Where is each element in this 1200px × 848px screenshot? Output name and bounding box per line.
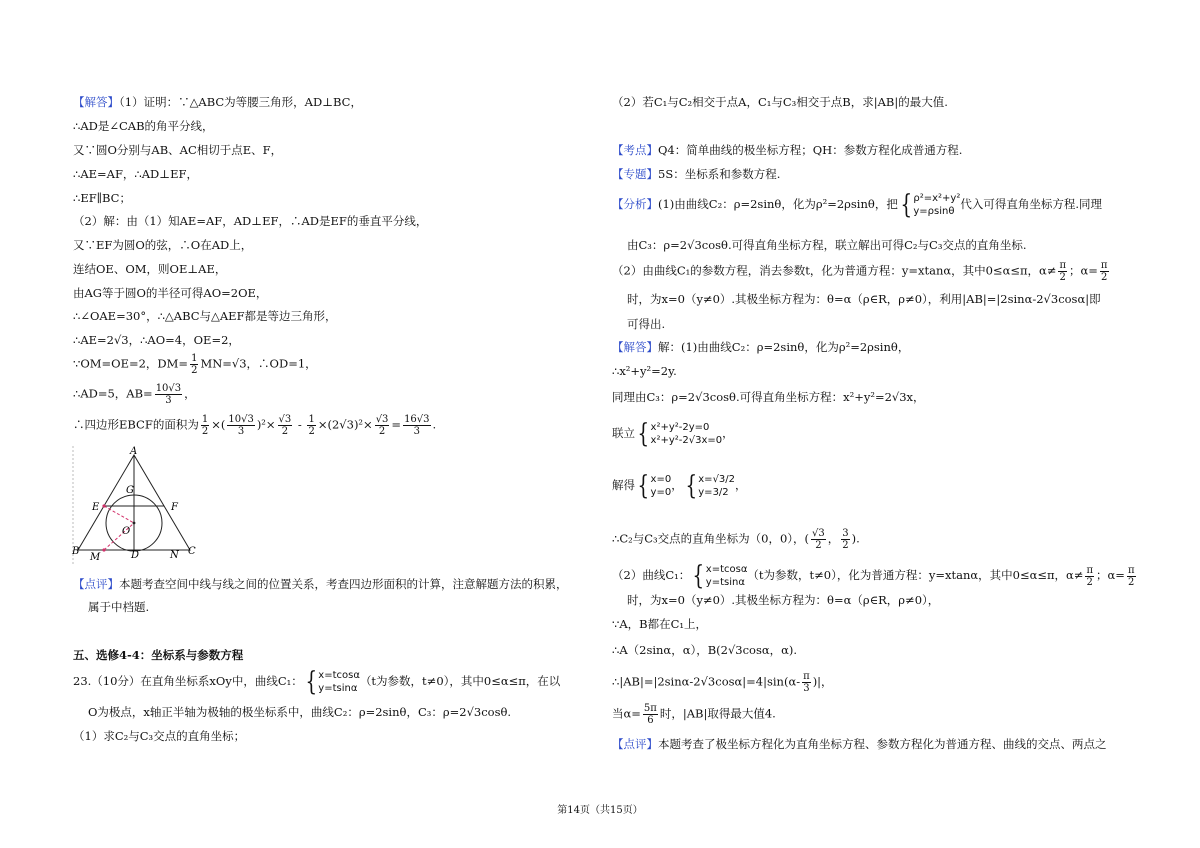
question-23: 23.（10分）在直角坐标系xOy中，曲线C₁： { x=tcosα y=tsinα （t为参数，t≠0），其中0≤α≤π，在以 [73, 667, 561, 697]
zhuanti: 【专题】5S：坐标系和参数方程. [612, 167, 781, 181]
label-n: N [170, 550, 179, 561]
left-line-5: ∴EF∥BC； [73, 191, 131, 205]
left-line-4: ∴AE=AF，∴AD⊥EF， [73, 167, 198, 181]
left-line-2: ∴AD是∠CAB的角平分线， [73, 119, 214, 133]
jieda-4: 联立 { x²+y²-2y=0 x²+y²-2√3x=0 ， [612, 419, 734, 449]
jieda-7: （2）曲线C₁： { x=tcosα y=tsinα （t为参数，t≠0），化为普通方程：y=xtanα，其中0≤α≤π，α≠ $\frac{\pi}{2}$ ；α= $\frac{\pi}{2}$ [612, 561, 1135, 591]
left-line-8: 连结OE、OM，则OE⊥AE， [73, 262, 227, 276]
left-line-12: ∵OM=OE=2，DM= $\frac{1}{2}$ MN=√3，∴OD=1， [73, 353, 317, 376]
left-review-2: 属于中档题. [88, 600, 150, 614]
fenxi-2: 由C₃：ρ=2√3cosθ.可得直角坐标方程，联立解出可得C₂与C₃交点的直角坐标. [627, 238, 1027, 252]
jieda-10: ∴A（2sinα，α），B(2√3cosα，α). [612, 643, 798, 657]
label-b: B [72, 546, 80, 557]
dianping: 【点评】本题考查了极坐标方程化为直角坐标方程、参数方程化为普通方程、曲线的交点、两点之 [612, 737, 1107, 751]
page-footer: 第14页（共15页） [557, 805, 643, 816]
label-a: A [130, 446, 138, 457]
line-oe [104, 506, 134, 523]
left-line-9: 由AG等于圆O的半径可得AO=2OE， [73, 286, 268, 300]
right-line-1: （2）若C₁与C₂相交于点A，C₁与C₃相交于点B，求|AB|的最大值. [612, 95, 948, 109]
label-d: D [131, 550, 140, 561]
question-23-part1: （1）求C₂与C₃交点的直角坐标； [73, 729, 246, 743]
jieda-11: ∴|AB|=|2sinα-2√3cosα|=4|sin(α- $\frac{\pi}{3}$ )|， [612, 671, 833, 694]
param-system: { x=tcosα y=tsinα [305, 667, 360, 697]
text: （1）证明：∵△ABC为等腰三角形，AD⊥BC， [119, 95, 362, 109]
section-heading: 五、选修4-4：坐标系与参数方程 [73, 648, 244, 662]
left-line-3: 又∵圆O分别与AB、AC相切于点E、F， [73, 143, 283, 157]
left-line-7: 又∵EF为圆O的弦，∴O在AD上， [73, 238, 253, 252]
label-f: F [171, 502, 178, 513]
left-review-1: 【点评】本题考查空间中线与线之间的位置关系，考查四边形面积的计算，注意解题方法的积累， [73, 577, 568, 591]
label-c: C [188, 546, 196, 557]
question-23-cont: O为极点，x轴正半轴为极轴的极坐标系中，曲线C₂：ρ=2sinθ，C₃：ρ=2√3cosθ. [88, 705, 512, 719]
left-line-11: ∴AE=2√3，∴AO=4，OE=2， [73, 333, 240, 347]
left-line-10: ∴∠OAE=30°，∴△ABC与△AEF都是等边三角形， [73, 309, 337, 323]
label-e: E [92, 502, 100, 513]
fraction: $\frac{10√3}{3}$ [155, 383, 182, 406]
left-line-1 [73, 94, 362, 110]
jieda-6: ∴C₂与C₃交点的直角坐标为（0，0），( $\frac{√3}{2}$ ， $\frac{3}{2}$ ). [612, 528, 860, 551]
jieda-3: 同理由C₃：ρ=2√3cosθ.可得直角坐标方程：x²+y²=2√3x， [612, 390, 925, 404]
fenxi-1: 【分析】(1)由曲线C₂：ρ=2sinθ，化为ρ²=2ρsinθ，把 { ρ²=x²+y² y=ρsinθ 代入可得直角坐标方程.同理 [612, 190, 1102, 220]
jieda-12: 当α= $\frac{5\pi}{6}$ 时，|AB|取得最大值4. [612, 703, 776, 726]
label-o: O [122, 526, 131, 537]
jieda-2: ∴x²+y²=2y. [612, 364, 677, 378]
answer-tag: 【解答】 [73, 95, 119, 109]
kaodian: 【考点】Q4：简单曲线的极坐标方程；QH：参数方程化成普通方程. [612, 143, 963, 157]
fenxi-3: （2）由曲线C₁的参数方程，消去参数t，化为普通方程：y=xtanα，其中0≤α≤π，α≠ $\frac{\pi}{2}$ ；α= $\frac{\pi}{2}$ [612, 260, 1108, 283]
geometry-figure [68, 446, 208, 564]
jieda-1: 【解答】解：(1)由曲线C₂：ρ=2sinθ，化为ρ²=2ρsinθ， [612, 340, 910, 354]
fenxi-4: 时，为x=0（y≠0）.其极坐标方程为：θ=α（ρ∈R，ρ≠0），利用|AB|=|2sinα-2√3cosα|即 [627, 292, 1101, 306]
left-line-6: （2）解：由（1）知AE=AF，AD⊥EF，∴AD是EF的垂直平分线， [73, 214, 428, 228]
jieda-8: 时，为x=0（y≠0）.其极坐标方程为：θ=α（ρ∈R，ρ≠0）， [627, 593, 940, 607]
label-m: M [90, 552, 101, 563]
jieda-5: 解得 { x=0 y=0 ， { x=√3/2 y=3/2 ， [612, 471, 747, 501]
jieda-9: ∵A，B都在C₁上， [612, 617, 707, 631]
label-g: G [126, 485, 134, 496]
fraction: $\frac{1}{2}$ [191, 353, 198, 376]
left-line-14: ∴四边形EBCF的面积为 $\frac{1}{2}$ ×( $\frac{10√3}{3}$ )²× $\frac{√3}{2}$ - $\frac{1}{2}$ ×(2√3)²× $\frac{√3}{2}$ = $\frac{16√3}{3}$ . [73, 414, 437, 437]
fenxi-5: 可得出. [627, 317, 666, 331]
left-line-13: ∴AD=5，AB= $\frac{10√3}{3}$ ， [73, 383, 196, 406]
